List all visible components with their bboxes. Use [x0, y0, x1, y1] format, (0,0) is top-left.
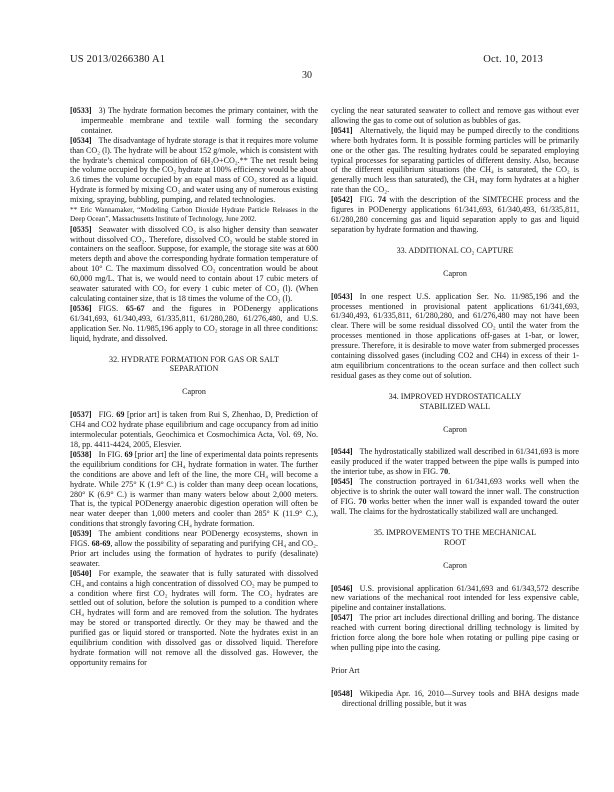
paragraph-number: [0541] [331, 125, 353, 135]
paragraph-0537: [0537] FIG. 69 [prior art] is taken from Rui S, Zhenhao, D, Prediction of CH4 and CO2 hydrate phase equilibrium and cage occupancy from ad initio intermolecular potentials, Geochimica et Cosmochimica Acta, Vol. 69, No. 18, pp. 4411-4424, 2005, Elesvier. [70, 410, 319, 449]
continuation-paragraph: cycling the near saturated seawater to collect and remove gas without ever allowing the gas to come out of solution as bubbles of gas. [331, 106, 579, 125]
column-right [331, 106, 579, 709]
paragraph-number: [0534] [70, 135, 92, 145]
paragraph-number: [0537] [70, 410, 92, 420]
inventor-name: Capron [443, 268, 467, 278]
publication-date: Oct. 10, 2013 [483, 54, 543, 65]
paragraph-0544: [0544] The hydrostatically stabilized wall described in 61/341,693 is more easily produced if the water trapped between the pipe walls is pumped into the interior tube, as show in FIG. 70. [331, 447, 579, 477]
paragraph-number: [0546] [331, 583, 353, 593]
column-left [70, 106, 318, 709]
paragraph-number: [0547] [331, 613, 353, 623]
prior-art-subheading: Prior Art [331, 665, 360, 675]
paragraph-0547: [0547] The prior art includes directional drilling and boring. The distance reached with current boring directional drilling technology is limited by friction force along the bore hole when rotating or pulling pipe casing or when pulling pipe into the casing. [331, 613, 579, 652]
paragraph-0533: [0533] 3) The hydrate formation becomes the primary container, with the impermeable membrane and textile wall forming the secondary container. [70, 106, 318, 135]
paragraph-0535: [0535] Seawater with dissolved CO₂ is also higher density than seawater without dissolved CO₂. Therefore, dissolved CO₂ would be stable stored in containers on the seafloor. Suppose, for example, the storage site was at 600 meters depth and above the corresponding hydrate formation temperature of about 10° C. The maximum dissolved CO₂ concentration would be about 60,000 mg/L. That is, we would need to contain about 17 cubic meters of seawater saturated with CO₂ for every 1 cubic meter of CO₂ (l). (When calculating container size, that is 18 times the volume of the CO₂ (l). [70, 224, 318, 303]
page-number: 30 [302, 70, 312, 81]
paragraph-number: [0544] [331, 447, 353, 457]
paragraph-0545: [0545] The construction portrayed in 61/341,693 works well when the objective is to shrink the outer wall toward the inner wall. The construction of FIG. 70 works better when the inner wall is expanded toward the outer wall. The claims for the hydrostatically stabilized wall are unchanged. [331, 477, 579, 516]
section-heading: 33. ADDITIONAL CO₂ CAPTURE [396, 245, 514, 255]
paragraph-0540: [0540] For example, the seawater that is fully saturated with dissolved CH₄ and contains a high concentration of dissolved CO₂ may be pumped to a condition where first CO₂ hydrates will form. The CO₂ hydrates are settled out of solution, before the solution is pumped to a condition where CH₄ hydrates will form and are removed from the solution. The hydrates may be stored or transported directly. Or they may be thawed and the purified gas or liquid stored or transported. Note the hydrates exist in an equilibrium condition with dissolved gas or dissolved liquid. Therefore hydrate formation will not remove all the dissolved gas. However, the opportunity remains for [70, 568, 318, 667]
paragraph-0538: [0538] In FIG. 69 [prior art] the line of experimental data points represents the equilibrium conditions for CH₄ hydrate formation in water. The further the conditions are above and left of the line, the more CH₄ will become a hydrate. While 275° K (1.9° C.) is colder than many deep ocean locations, 280° K (6.9° C.) is warmer than many waters below about 2,000 meters. That is, the typical PODenergy anaerobic digestion operation will often be near water deeper than 1,000 meters and cooler than 285° K (11.9° C.), conditions that strongly favoring CH₄ hydrate formation. [70, 449, 318, 529]
paragraph-0548: [0548] Wikipedia Apr. 16, 2010—Survey tools and BHA designs made directional drilling possible, but it was [331, 688, 579, 708]
paragraph-number: [0539] [70, 529, 92, 539]
paragraph-0543: [0543] In one respect U.S. application Ser. No. 11/985,196 and the processes mentioned in provisional patent applications 61/341,693, 61/340,493, 61/335,811, 61/280,280, and 61/276,480 may not have been clear. There will be some residual dissolved CO₂ until the water from the processes mentioned in those applications off-gases at 1-bar, or lower, pressure. Therefore, it is desirable to move water from submerged processes containing dissolved gases (including CO2 and CH4) in excess of their 1-atm equilibrium concentrations to the ocean surface and then collect such residual gases as they come out of solution. [331, 291, 579, 380]
inventor-name: Capron [443, 560, 467, 570]
paragraph-number: [0548] [331, 688, 353, 698]
paragraph-0541: [0541] Alternatively, the liquid may be pumped directly to the conditions where both hydrates form. It is possible forming particles will be primarily one or the other gas. The resulting hydrates could be separated employing typical processes for separating particles of different density. Also, because of the different equilibrium situations (the CH₄ is saturated, the CO₂ is generally much less than saturated), the CH₄ may form hydrates at a higher rate than the CO₂. [331, 125, 579, 195]
paragraph-number: [0540] [70, 568, 92, 578]
paragraph-number: [0543] [331, 291, 353, 301]
paragraph-number: [0536] [70, 303, 92, 313]
paragraph-number: [0533] [70, 106, 92, 115]
footnote: ** Eric Wannamaker, “Modeling Carbon Dioxide Hydrate Particle Releases in the Deep Ocean”, Massachusetts Institute of Technology, June 2002. [70, 206, 318, 223]
paragraph-number: [0545] [331, 477, 353, 487]
paragraph-number: [0535] [70, 224, 92, 234]
paragraph-0536: [0536] FIGS. 65-67 and the figures in PODenergy applications 61/341,693, 61/340,493, 61/335,811, 61/280,280, 61/276,480, and U.S. application Ser. No. 11/985,196 apply to CO₂ storage in all three conditions: liquid, hydrate, and dissolved. [70, 303, 318, 343]
page-header [70, 54, 543, 65]
section-heading: 32. HYDRATE FORMATION FOR GAS OR SALT SEPARATION [109, 354, 279, 374]
inventor-name: Capron [443, 424, 467, 434]
paragraph-0539: [0539] The ambient conditions near PODenergy ecosystems, shown in FIGS. 68-69, allow the possibility of separating and purifying CH₄ and CO₂. Prior art includes using the formation of hydrates to purify (desalinate) seawater. [70, 529, 318, 568]
section-heading: 35. IMPROVEMENTS TO THE MECHANICAL ROOT [373, 527, 537, 547]
paragraph-0542: [0542] FIG. 74 with the description of the SIMTECHE process and the figures in PODenergy applications 61/341,693, 61/340,493, 61/335,811, 61/280,280 concerning gas and liquid separation apply to gas and liquid separation by hydrate formation and thawing. [331, 195, 579, 234]
inventor-name: Capron [182, 387, 206, 397]
text-columns [70, 106, 579, 709]
patent-number: US 2013/0266380 A1 [70, 54, 166, 65]
paragraph-0546: [0546] U.S. provisional application 61/341,693 and 61/343,572 describe new variations of the mechanical root intended for less expensive cable, pipeline and container installations. [331, 583, 579, 613]
section-heading: 34. IMPROVED HYDROSTATICALLY STABILIZED WALL [388, 391, 522, 411]
paragraph-number: [0538] [70, 449, 92, 459]
paragraph-number: [0542] [331, 195, 353, 205]
paragraph-0534: [0534] The disadvantage of hydrate storage is that it requires more volume than CO₂ (l). The hydrate will be about 152 g/mole, which is consistent with the hydrate’s chemical composition of 6H₂O+CO₂.** The net result being the volume occupied by the CO₂ hydrate at 100% efficiency would be about 3.6 times the volume occupied by an equal mass of CO₂ stored as a liquid. Hydrate is formed by mixing CO₂ and water using any of numerous existing mixing, spraying, bubbling, pumping, and related technologies. [70, 135, 318, 205]
